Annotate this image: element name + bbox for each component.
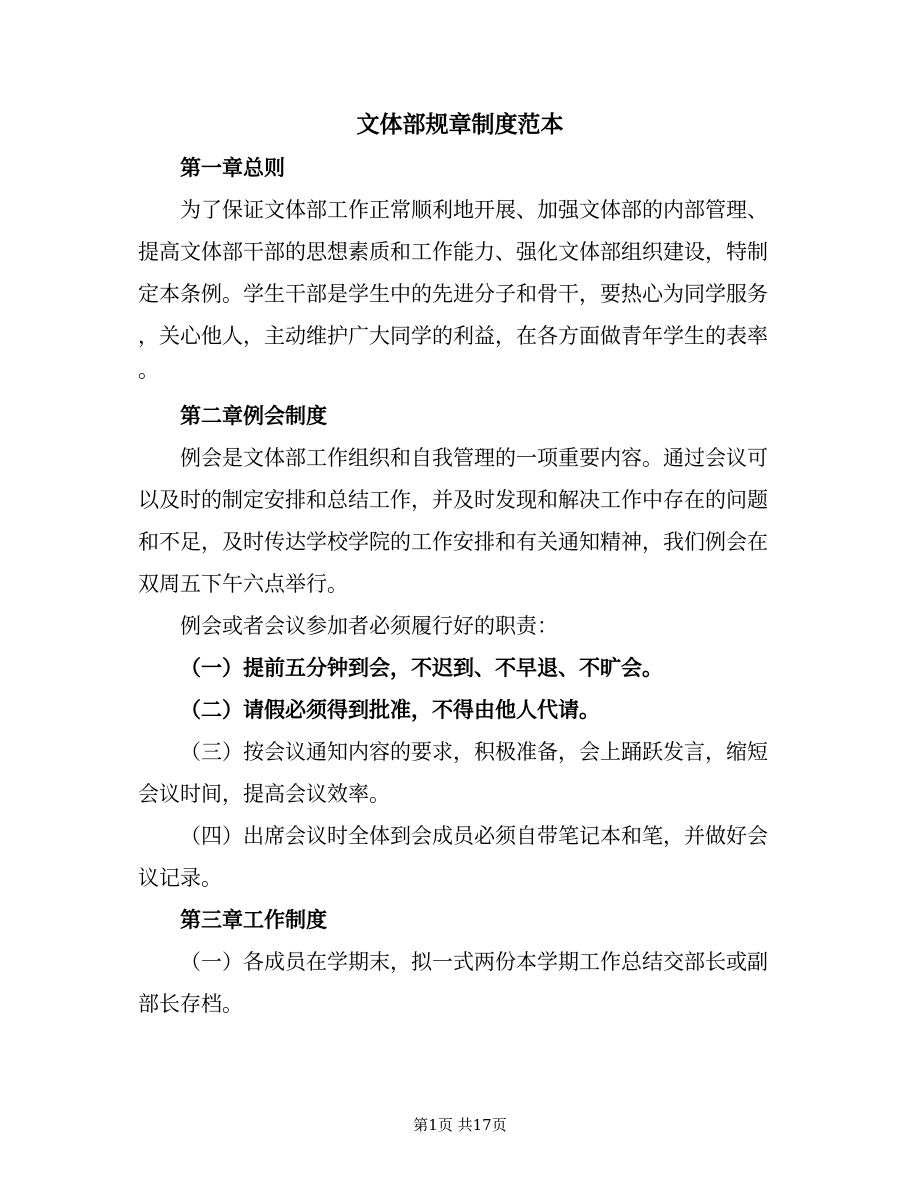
duty-item-3-line-2: 会议时间，提高会议效率。: [138, 782, 390, 806]
duties-intro: 例会或者会议参加者必须履行好的职责：: [180, 614, 558, 638]
chapter2-line-3: 和不足，及时传达学校学院的工作安排和有关通知精神，我们例会在: [138, 530, 768, 554]
chapter2-line-2: 以及时的制定安排和总结工作，并及时发现和解决工作中存在的问题: [138, 488, 768, 512]
duty-item-2: （二）请假必须得到批准，不得由他人代请。: [180, 697, 600, 722]
duty-item-4-line-1: （四）出席会议时全体到会成员必须自带笔记本和笔，并做好会: [180, 824, 768, 848]
chapter1-line-1: 为了保证文体部工作正常顺利地开展、加强文体部的内部管理、: [180, 198, 768, 222]
chapter3-line-2: 部长存档。: [138, 992, 243, 1016]
chapter2-heading: 第二章例会制度: [180, 404, 327, 428]
chapter2-line-4: 双周五下午六点举行。: [138, 572, 348, 596]
chapter1-line-3: 定本条例。学生干部是学生中的先进分子和骨干，要热心为同学服务: [138, 282, 768, 306]
chapter1-line-2: 提高文体部干部的思想素质和工作能力、强化文体部组织建设，特制: [138, 240, 768, 264]
duty-item-4-line-2: 议记录。: [138, 866, 222, 890]
chapter2-line-1: 例会是文体部工作组织和自我管理的一项重要内容。通过会议可: [180, 446, 768, 470]
chapter1-heading: 第一章总则: [180, 156, 285, 180]
page-footer: 第1页 共17页: [413, 1116, 507, 1134]
duty-item-1: （一）提前五分钟到会，不迟到、不早退、不旷会。: [180, 655, 663, 680]
chapter1-line-4: ，关心他人，主动维护广大同学的利益，在各方面做青年学生的表率: [138, 324, 768, 348]
document-title: 文体部规章制度范本: [356, 112, 564, 138]
duty-item-3-line-1: （三）按会议通知内容的要求，积极准备，会上踊跃发言，缩短: [180, 740, 768, 764]
chapter3-heading: 第三章工作制度: [180, 908, 327, 932]
chapter3-line-1: （一）各成员在学期末，拟一式两份本学期工作总结交部长或副: [180, 950, 768, 974]
chapter1-line-5: 。: [138, 358, 159, 382]
